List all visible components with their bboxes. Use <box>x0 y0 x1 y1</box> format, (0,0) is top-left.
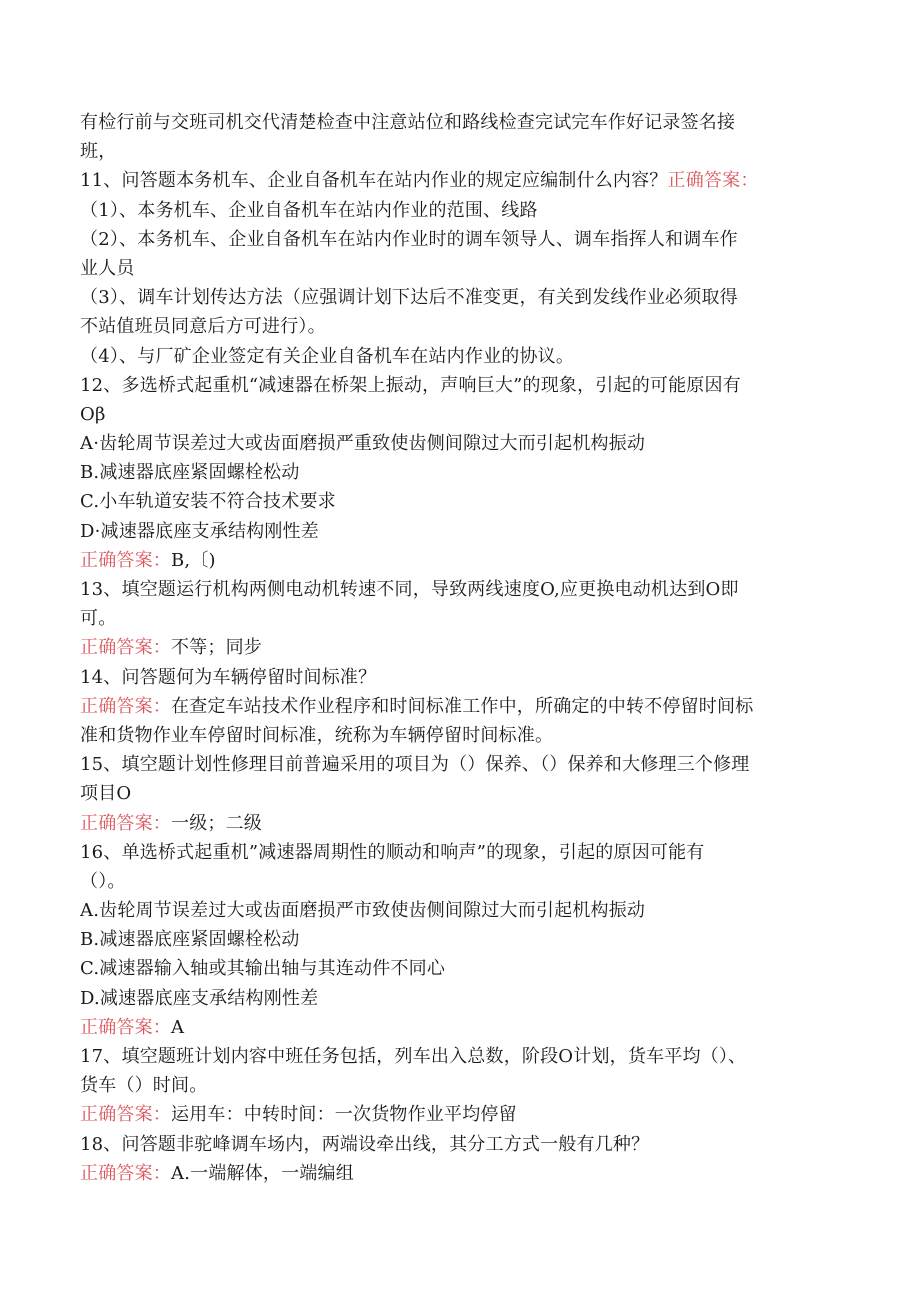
answer-label: 正确答案： <box>667 170 759 192</box>
text-line <box>80 1100 832 1129</box>
text-line <box>80 1130 832 1159</box>
text-line <box>80 721 832 750</box>
answer-value: 在查定车站技术作业程序和时间标准工作中，所确定的中转不停留时间标 <box>171 695 754 717</box>
answer-label: 正确答案： <box>80 1016 171 1038</box>
answer-label: 正确答案： <box>80 1104 171 1126</box>
text-line <box>80 546 832 575</box>
line-text: 项目O <box>80 783 132 805</box>
text-line <box>80 166 832 195</box>
line-text: 17、填空题班计划内容中班任务包括，列车出入总数，阶段O计划，货车平均（）、 <box>80 1046 747 1067</box>
line-text: 14、问答题何为车辆停留时间标准？ <box>80 666 377 688</box>
line-text: 15、填空题计划性修理目前普遍采用的项目为（）保养、（）保养和大修理三个修理 <box>80 754 750 776</box>
document-page <box>80 108 832 1188</box>
text-line <box>80 838 832 867</box>
line-text: Oβ <box>80 403 106 425</box>
answer-label: 正确答案： <box>80 549 171 571</box>
text-line <box>80 108 832 137</box>
text-line <box>80 1159 832 1188</box>
text-line <box>80 312 832 341</box>
text-line <box>80 575 832 604</box>
text-line <box>80 371 832 400</box>
answer-label: 正确答案： <box>80 812 171 834</box>
answer-value: A <box>171 1016 185 1038</box>
answer-value: 运用车：中转时间：一次货物作业平均停留 <box>171 1104 517 1126</box>
text-line <box>80 283 832 312</box>
text-line <box>80 604 832 633</box>
line-text: 16、单选桥式起重机”减速器周期性的顺动和响声”的现象，引起的原因可能有 <box>80 841 705 863</box>
line-text: （）。 <box>80 870 126 892</box>
text-line <box>80 633 832 662</box>
answer-value: 不等；同步 <box>171 637 262 659</box>
answer-value: 一级；二级 <box>171 812 262 834</box>
line-text: 业人员 <box>80 257 135 279</box>
line-text: 可。 <box>80 608 117 630</box>
text-line <box>80 400 832 429</box>
line-text: （1）、本务机车、企业自备机车在站内作业的范围、线路 <box>80 199 538 221</box>
line-text: A·齿轮周节误差过大或齿面磨损严重致使齿侧间隙过大而引起机构振动 <box>80 433 646 455</box>
text-line <box>80 779 832 808</box>
line-text: 班， <box>80 141 117 163</box>
text-line <box>80 984 832 1013</box>
line-text: D·减速器底座支承结构刚性差 <box>80 520 319 542</box>
answer-label: 正确答案： <box>80 1162 171 1184</box>
text-line <box>80 517 832 546</box>
text-line <box>80 429 832 458</box>
line-text: 11、问答题本务机车、企业自备机车在站内作业的规定应编制什么内容？ <box>80 170 668 192</box>
text-line <box>80 750 832 779</box>
line-text: C.减速器输入轴或其输出轴与其连动件不同心 <box>80 958 446 980</box>
answer-value: A.一端解体，一端编组 <box>171 1162 354 1184</box>
line-text: A.齿轮周节误差过大或齿面磨损严市致使齿侧间隙过大而引起机构振动 <box>80 900 646 922</box>
text-line <box>80 196 832 225</box>
text-line <box>80 692 832 721</box>
text-line <box>80 254 832 283</box>
text-line <box>80 954 832 983</box>
answer-value: B,〔) <box>171 549 216 571</box>
text-line <box>80 925 832 954</box>
line-text: （3）、调车计划传达方法（应强调计划下达后不准变更，有关到发线作业必须取得 <box>80 287 738 309</box>
line-text: 18、问答题非驼峰调车场内，两端设牵出线，其分工方式一般有几种？ <box>80 1133 650 1155</box>
text-line <box>80 1071 832 1100</box>
text-line <box>80 487 832 516</box>
line-text: （2）、本务机车、企业自备机车在站内作业时的调车领导人、调车指挥人和调车作 <box>80 228 738 250</box>
answer-label: 正确答案： <box>80 695 171 717</box>
text-line <box>80 809 832 838</box>
text-line <box>80 1042 832 1071</box>
line-text: 货车（）时间。 <box>80 1075 208 1097</box>
line-text: 有检行前与交班司机交代清楚检查中注意站位和路线检查完试完车作好记录签名接 <box>80 112 736 133</box>
line-text: （4）、与厂矿企业签定有关企业自备机车在站内作业的协议。 <box>80 345 575 367</box>
text-line <box>80 225 832 254</box>
text-line <box>80 137 832 166</box>
line-text: 12、多选桥式起重机“减速器在桥架上振动，声响巨大”的现象，引起的可能原因有 <box>80 374 741 396</box>
answer-label: 正确答案： <box>80 637 171 659</box>
line-text: 13、填空题运行机构两侧电动机转速不同，导致两线速度O,应更换电动机达到O即 <box>80 579 739 600</box>
line-text: D.减速器底座支承结构刚性差 <box>80 987 319 1009</box>
text-line <box>80 663 832 692</box>
text-line <box>80 1013 832 1042</box>
line-text: C.小车轨道安装不符合技术要求 <box>80 491 336 513</box>
line-text: B.减速器底座紧固螺栓松动 <box>80 929 300 951</box>
text-line <box>80 867 832 896</box>
line-text: 不站值班员同意后方可进行）。 <box>80 316 326 338</box>
text-line <box>80 342 832 371</box>
line-text: B.减速器底座紧固螺栓松动 <box>80 462 300 484</box>
line-text: 准和货物作业车停留时间标准，统称为车辆停留时间标准。 <box>80 724 554 746</box>
text-line <box>80 896 832 925</box>
text-line <box>80 458 832 487</box>
